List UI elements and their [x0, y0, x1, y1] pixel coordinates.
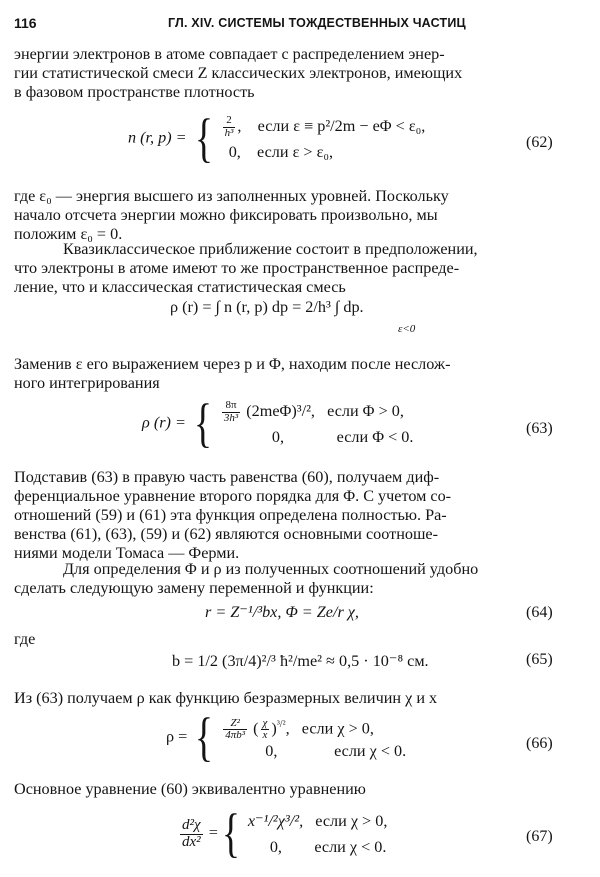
- paragraph-1: [14, 45, 584, 102]
- eq63-case-1: [220, 398, 414, 424]
- text-line: ниями модели Томаса — Ферми.: [14, 543, 240, 562]
- brace: {: [221, 803, 240, 864]
- eq67-expression-1: x⁻¹/²χ³/²,: [247, 812, 304, 830]
- eq66-case-1: $\frac{\text{Z²}}{\text{4πb³}}$ ( $\frac{\chi}{x}$ )$^{^3/^2}$, если χ > 0,: [225, 716, 374, 742]
- paragraph-7: [14, 689, 584, 708]
- paragraph-5: [14, 468, 584, 563]
- rho-integral-text: ρ (r) = ∫ n (r, p) dp = 2/h³ ∫ dp.: [170, 298, 364, 316]
- equation-number-67: (67): [526, 828, 553, 845]
- eq67-case-2: [248, 834, 388, 860]
- numerator: 2: [223, 115, 236, 128]
- eq66-condition-1: если χ > 0,: [301, 719, 374, 738]
- numerator: 8π: [222, 400, 240, 413]
- eq62-value-2: 0,: [228, 143, 241, 161]
- text-line: ного интегрирования: [14, 373, 160, 392]
- eq63-expression-1: (2meΦ)³/²,: [246, 402, 315, 420]
- eq67-condition-1: если χ > 0,: [315, 812, 388, 830]
- numerator: χ: [261, 718, 270, 731]
- eq66-case-2: [221, 738, 406, 764]
- brace: {: [194, 108, 213, 169]
- eq63-value-2: 0,: [271, 428, 285, 446]
- eq66-cases: [221, 712, 406, 764]
- equation-62: [128, 108, 426, 169]
- eq66-condition-2: если χ < 0.: [334, 742, 407, 760]
- text-line: Заменив ε его выражением через p и Φ, находим после неслож-: [14, 355, 451, 373]
- exponent: ³/²: [276, 719, 286, 730]
- paragraph-4: [14, 355, 584, 393]
- text-line: венства (61), (63), (59) и (62) являются основными соотноше-: [14, 524, 439, 543]
- paragraph-2: [14, 187, 584, 244]
- text-line: положим ε₀ = 0.: [14, 224, 123, 243]
- text-line: Квазиклассическое приближение состоит в предположении,: [63, 240, 478, 258]
- equation-number-62: (62): [526, 134, 553, 151]
- numerator: Z²: [223, 718, 247, 731]
- equation-number-63: (63): [526, 420, 553, 437]
- eq63-case-2: [220, 424, 414, 450]
- text-line: ференциальное уравнение второго порядка для Φ. С учетом со-: [14, 486, 452, 505]
- brace: {: [195, 707, 214, 768]
- paragraph-8: [14, 780, 584, 799]
- eq67-condition-2: если χ < 0.: [314, 838, 387, 856]
- text-line: в фазовом пространстве плотность: [14, 82, 255, 101]
- numerator: d²χ: [180, 818, 203, 835]
- equation-number-65: (65): [526, 651, 553, 668]
- where-label: где: [14, 630, 36, 648]
- text-line: начало отсчета энергии можно фиксировать произвольно, мы: [14, 205, 438, 224]
- text-line: отношений (59) и (61) эта функция определена полностью. Ра-: [14, 505, 447, 524]
- equation-rho-integral: [170, 298, 416, 335]
- eq63-condition-2: если Φ < 0.: [336, 428, 414, 446]
- eq62-condition-1: если ε ≡ p²/2m − eΦ < ε₀,: [257, 117, 426, 135]
- equation-67: $\frac{\text{d²χ}}{\text{dx²}}$ ={ x⁻¹/²χ³/², если χ > 0, 0, если χ < 0.: [182, 803, 388, 864]
- equation-63: [142, 393, 414, 454]
- text-line: гии статистической смеси Z классических электронов, имеющих: [14, 63, 463, 82]
- equation-66: [166, 707, 407, 768]
- text-line: энергии электронов в атоме совпадает с распределением энер-: [14, 45, 445, 63]
- text-line: Для определения Φ и ρ из полученных соотношений удобно: [63, 560, 479, 578]
- equation-number-66: (66): [526, 735, 553, 752]
- eq67-value-2: 0,: [269, 838, 282, 856]
- eq66-value-2: 0,: [265, 742, 278, 760]
- eq62-condition-2: если ε > ε₀,: [257, 143, 334, 161]
- text-line: что электроны в атоме имеют то же пространственное распреде-: [14, 258, 460, 277]
- text-line: где ε₀ — энергия высшего из заполненных уровней. Поскольку: [14, 187, 449, 205]
- chapter-title: ГЛ. XIV. СИСТЕМЫ ТОЖДЕСТВЕННЫХ ЧАСТИЦ: [168, 16, 466, 30]
- eq62-case-2: [221, 139, 426, 165]
- fraction: [223, 115, 236, 139]
- fraction: [223, 718, 247, 742]
- text-line: Подставив (63) в правую часть равенства (60), получаем диф-: [14, 468, 440, 486]
- eq62-cases: [221, 113, 426, 165]
- eq67-case-1: [248, 808, 388, 834]
- equation-64: r = Z⁻¹/³bx, Φ = Ze/r χ,: [205, 603, 359, 621]
- text-line: Из (63) получаем ρ как функцию безразмерных величин χ и x: [14, 689, 438, 707]
- text-line: сделать следующую замену переменной и функции:: [14, 578, 374, 597]
- paragraph-6: [14, 560, 584, 598]
- denominator: dx²: [182, 833, 201, 850]
- brace: {: [193, 393, 212, 454]
- denominator: h³: [224, 126, 234, 139]
- limit-text: ε<0: [398, 323, 416, 335]
- text-line: Основное уравнение (60) эквивалентно уравнению: [14, 780, 366, 798]
- equation-65: b = 1/2 (3π/4)²/³ ħ²/me² ≈ 0,5 · 10⁻⁸ см.: [172, 652, 429, 670]
- equation-number-64: (64): [526, 604, 553, 621]
- page-number: 116: [14, 15, 37, 31]
- eq62-case-1: $\frac{2}{\text{h³}}$ , если ε ≡ p²/2m − eΦ < ε₀,: [224, 114, 426, 139]
- derivative-fraction: [180, 818, 203, 851]
- fraction: [222, 400, 240, 424]
- text-line: ление, что и классическая статистическая смесь: [14, 277, 346, 296]
- eq63-cases: [220, 398, 414, 450]
- denominator: x: [262, 729, 268, 742]
- eq63-condition-1: если Φ > 0,: [327, 402, 404, 420]
- eq67-cases: [248, 808, 388, 860]
- eq62-lhs: n (r, p) =: [128, 128, 187, 147]
- denominator: 4πb³: [225, 729, 246, 742]
- eq66-lhs: ρ =: [166, 727, 188, 746]
- paragraph-3: [14, 240, 584, 297]
- integral-limit: [398, 324, 415, 335]
- denominator: 3h³: [223, 411, 239, 424]
- eq63-lhs: ρ (r) =: [142, 413, 186, 432]
